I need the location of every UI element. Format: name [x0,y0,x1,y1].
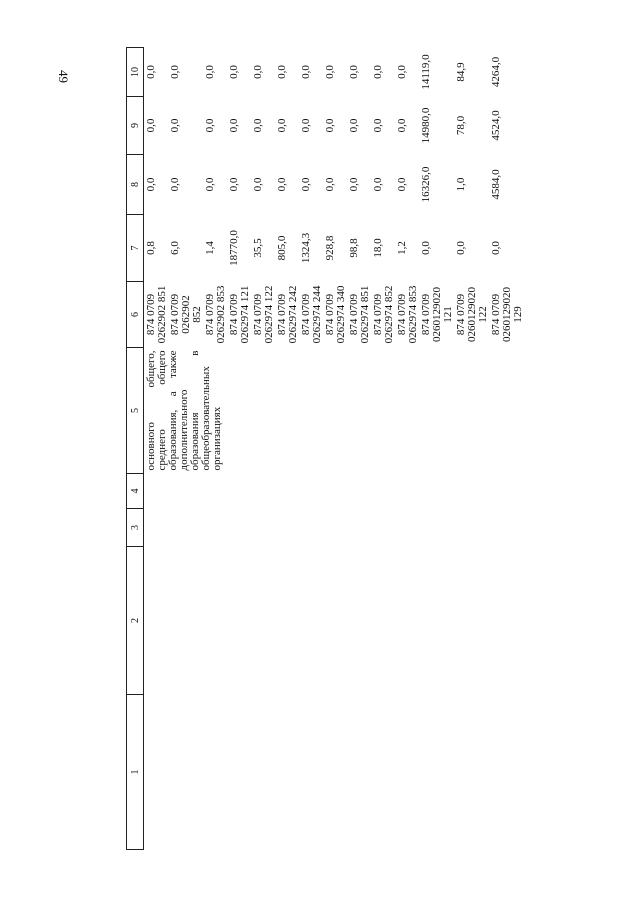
value-c7: 1,4 [204,241,216,255]
empty-cell-col-3 [489,509,524,547]
value-c7: 0,8 [145,241,157,255]
header-col-10: 10 [127,48,144,97]
budget-code-line: 0262902 [180,295,192,334]
value-c7: 1,2 [396,241,408,255]
budget-code-line: 874 0709 [276,293,288,336]
empty-cell-col-1 [227,695,251,850]
empty-cell-col-2 [419,547,454,695]
empty-cell-col-3 [454,509,489,547]
value-c8: 0,0 [252,177,264,192]
value-c10: 0,0 [145,65,157,79]
value-c9: 0,0 [396,118,408,133]
empty-cell-col-1 [144,695,169,850]
value-c9: 78,0 [455,115,467,136]
table-body [144,48,525,850]
value-c9: 0,0 [169,118,181,133]
empty-cell-col-1 [168,695,203,850]
value-c10: 0,0 [348,65,360,79]
empty-cell-col-1 [371,695,395,850]
empty-cell-col-1 [323,695,347,850]
value-c10: 0,0 [169,65,181,79]
budget-code-cell [371,282,395,348]
empty-cell-col-4 [251,474,275,509]
budget-code-line: 121 [442,306,454,323]
description-line: основного общего, [145,350,157,471]
header-col-1: 1 [127,695,144,850]
value-c7: 0,0 [490,241,502,255]
empty-cell-col-4 [454,474,489,509]
empty-cell-col-2 [168,547,203,695]
empty-cell-col-3 [371,509,395,547]
budget-code-line: 874 0709 [490,293,502,336]
budget-code-line: 0262974 853 [407,285,419,344]
empty-cell-col-1 [489,695,524,850]
empty-cell-col-4 [203,474,227,509]
budget-code-cell [323,282,347,348]
empty-cell-col-3 [144,509,169,547]
budget-code-cell [395,282,419,348]
value-c9: 0,0 [300,118,312,133]
budget-code-cell [144,282,169,348]
empty-cell-col-3 [323,509,347,547]
empty-cell-col-2 [275,547,299,695]
value-c7: 805,0 [276,235,288,261]
value-c10: 84,9 [455,62,467,82]
budget-code-line: 0262974 851 [359,285,371,344]
value-c10: 0,0 [300,65,312,79]
table-row [144,48,169,850]
value-c8: 0,0 [169,177,181,192]
budget-code-line: 874 0709 [169,293,181,336]
value-c10: 0,0 [372,65,384,79]
empty-cell-col-1 [299,695,323,850]
empty-cell-col-3 [299,509,323,547]
value-c7: 18770,0 [228,230,240,266]
budget-code-line: 129 [512,306,524,323]
budget-code-line: 874 0709 [300,293,312,336]
empty-cell-col-2 [144,547,169,695]
empty-cell-col-3 [168,509,203,547]
empty-cell-col-4 [489,474,524,509]
empty-cell-col-4 [371,474,395,509]
value-c8: 1,0 [455,177,467,192]
value-c10: 0,0 [396,65,408,79]
budget-code-line: 0260129020 [501,287,513,342]
empty-cell-col-4 [323,474,347,509]
value-c9: 0,0 [204,118,216,133]
value-c7: 18,0 [372,238,384,258]
value-c10: 0,0 [252,65,264,79]
empty-cell-col-2 [395,547,419,695]
budget-code-cell [347,282,371,348]
value-c8: 4584,0 [490,169,502,200]
budget-code-line: 874 0709 [455,293,467,336]
budget-code-line: 874 0709 [420,293,432,336]
value-c8: 0,0 [300,177,312,192]
empty-cell-col-3 [275,509,299,547]
description-line: общеобразовательных [200,366,212,471]
empty-cell-col-2 [489,547,524,695]
budget-code-line: 0262974 121 [239,285,251,344]
budget-code-cell [203,282,227,348]
value-c10: 0,0 [228,65,240,79]
value-c8: 0,0 [276,177,288,192]
budget-code-line: 874 0709 [252,293,264,336]
empty-cell-col-2 [347,547,371,695]
value-c8: 0,0 [204,177,216,192]
budget-code-line: 0262974 852 [383,285,395,344]
header-col-7: 7 [127,215,144,282]
budget-table [126,47,524,850]
value-c7: 1324,3 [300,232,312,264]
empty-cell-col-4 [168,474,203,509]
empty-cell-col-1 [251,695,275,850]
description-cell [144,348,525,474]
empty-cell-col-4 [299,474,323,509]
empty-cell-col-2 [203,547,227,695]
value-c9: 0,0 [276,118,288,133]
value-c8: 0,0 [145,177,157,192]
budget-code-cell [489,282,524,348]
description-line: дополнительного [178,389,190,471]
empty-cell-col-4 [395,474,419,509]
budget-code-line: 0262902 853 [215,285,227,344]
empty-cell-col-1 [454,695,489,850]
budget-code-cell [251,282,275,348]
value-c9: 14980,0 [420,107,432,144]
budget-code-line: 0262974 340 [335,285,347,344]
budget-code-cell [275,282,299,348]
budget-code-cell [299,282,323,348]
header-col-2: 2 [127,547,144,695]
value-c10: 0,0 [276,65,288,79]
value-c9: 0,0 [372,118,384,133]
value-c9: 0,0 [324,118,336,133]
budget-code-line: 874 0709 [204,293,216,336]
value-c8: 0,0 [228,177,240,192]
header-col-4: 4 [127,474,144,509]
description-line: образования в [189,350,201,471]
budget-code-line: 874 0709 [228,293,240,336]
budget-code-line: 874 0709 [145,293,157,336]
value-c8: 16326,0 [420,166,432,203]
value-c7: 0,0 [420,241,432,255]
empty-cell-col-4 [227,474,251,509]
value-c7: 0,0 [455,241,467,255]
empty-cell-col-4 [144,474,169,509]
empty-cell-col-2 [454,547,489,695]
value-c9: 0,0 [228,118,240,133]
empty-cell-col-3 [251,509,275,547]
budget-code-line: 874 0709 [324,293,336,336]
empty-cell-col-1 [419,695,454,850]
value-c9: 0,0 [145,118,157,133]
empty-cell-col-4 [275,474,299,509]
header-col-8: 8 [127,155,144,215]
budget-code-cell [454,282,489,348]
description-line: образования, а также [167,350,179,471]
header-col-6: 6 [127,282,144,348]
value-c10: 0,0 [324,65,336,79]
empty-cell-col-3 [395,509,419,547]
value-c7: 35,5 [252,238,264,258]
value-c7: 6,0 [169,241,181,255]
empty-cell-col-2 [299,547,323,695]
budget-code-cell [227,282,251,348]
empty-cell-col-1 [395,695,419,850]
empty-cell-col-3 [203,509,227,547]
description-line: организациях [211,406,223,471]
page-number: 49 [56,70,71,83]
empty-cell-col-2 [227,547,251,695]
budget-code-cell [419,282,454,348]
budget-code-line: 874 0709 [372,293,384,336]
header-col-5: 5 [127,348,144,474]
budget-code-line: 874 0709 [396,293,408,336]
empty-cell-col-2 [371,547,395,695]
budget-code-line: 0262974 122 [263,285,275,344]
value-c8: 0,0 [372,177,384,192]
header-row [127,48,144,850]
empty-cell-col-4 [419,474,454,509]
value-c10: 0,0 [204,65,216,79]
value-c9: 0,0 [348,118,360,133]
value-c9: 0,0 [252,118,264,133]
description-line: среднего общего [156,350,168,471]
value-c7: 98,8 [348,238,360,258]
empty-cell-col-4 [347,474,371,509]
value-c8: 0,0 [396,177,408,192]
empty-cell-col-1 [203,695,227,850]
budget-code-line: 852 [191,306,203,323]
budget-code-line: 0262902 851 [156,285,168,344]
value-c8: 0,0 [348,177,360,192]
budget-code-line: 874 0709 [348,293,360,336]
budget-code-line: 0260129020 [431,287,443,342]
value-c8: 0,0 [324,177,336,192]
budget-code-line: 0262974 242 [287,285,299,344]
header-col-3: 3 [127,509,144,547]
budget-code-line: 0262974 244 [311,285,323,344]
budget-code-cell [168,282,203,348]
empty-cell-col-3 [347,509,371,547]
empty-cell-col-2 [323,547,347,695]
budget-code-line: 122 [477,306,489,323]
empty-cell-col-1 [275,695,299,850]
empty-cell-col-2 [251,547,275,695]
value-c7: 928,8 [324,235,336,261]
value-c10: 4264,0 [490,56,502,88]
empty-cell-col-3 [227,509,251,547]
empty-cell-col-3 [419,509,454,547]
value-c9: 4524,0 [490,110,502,141]
value-c10: 14119,0 [420,54,432,90]
header-col-9: 9 [127,97,144,155]
empty-cell-col-1 [347,695,371,850]
budget-code-line: 0260129020 [466,287,478,342]
